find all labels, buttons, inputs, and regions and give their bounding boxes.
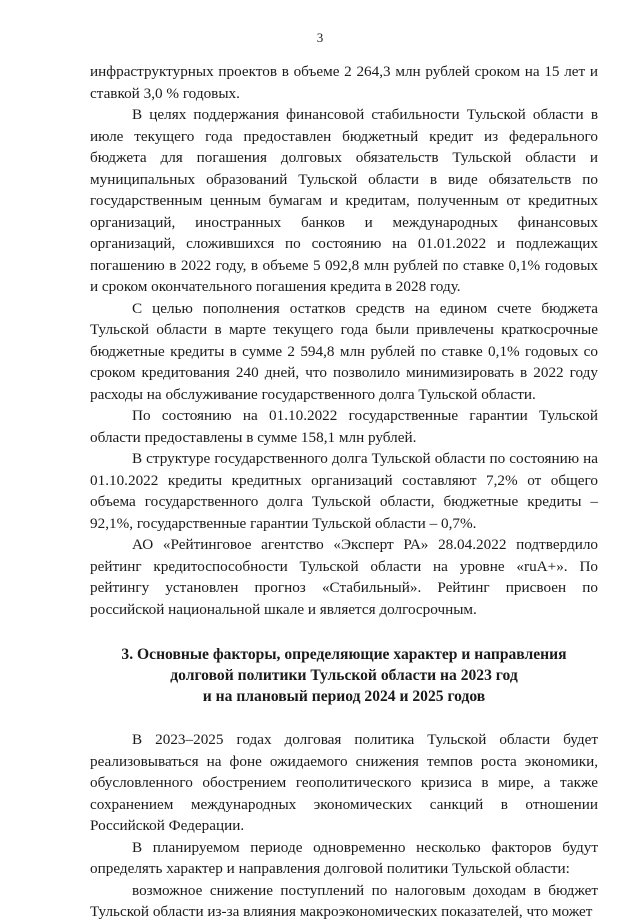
document-body: [90, 61, 598, 923]
section-heading-line: 3. Основные факторы, определяющие характер и направления: [121, 646, 567, 663]
section-heading: [90, 644, 598, 707]
page-number: 3: [316, 30, 324, 45]
paragraph: АО «Рейтинговое агентство «Эксперт РА» 28.04.2022 подтвердило рейтинг кредитоспособности Тульской области на уровне «ruA+». По рейтингу установлен прогноз «Стабильный». Рейтинг присвоен по российской национальной шкале и является долгосрочным.: [90, 536, 598, 618]
section-heading-line: долговой политики Тульской области на 2023 год: [170, 667, 518, 684]
paragraph: В планируемом периоде одновременно несколько факторов будут определять характер и направления долговой политики Тульской области:: [90, 838, 598, 877]
section-heading-line: и на плановый период 2024 и 2025 годов: [202, 688, 486, 705]
paragraph: В структуре государственного долга Тульской области по состоянию на 01.10.2022 кредиты кредитных организаций составляют 7,2% от общего объема государственного долга Тульской области, бюджетные кредиты – 92,1%, государственные гарантии Тульской области – 0,7%.: [90, 450, 598, 532]
paragraph: В целях поддержания финансовой стабильности Тульской области в июле текущего года предоставлен бюджетный кредит из федерального бюджета для погашения долговых обязательств Тульской области и муниципальных образований Тульской области в виде обязательств по государственным ценным бумагам и кредитам, полученным от кредитных организаций, иностранных банков и международных финансовых организаций, сложившихся по состоянию на 01.01.2022 и подлежащих погашению в 2022 году, в объеме 5 092,8 млн рублей по ставке 0,1% годовых и сроком окончательного погашения кредита в 2028 году.: [90, 106, 598, 295]
paragraph: возможное снижение поступлений по налоговым доходам в бюджет Тульской области из-за влияния макроэкономических показателей, что может: [90, 881, 598, 920]
paragraph: По состоянию на 01.10.2022 государственные гарантии Тульской области предоставлены в сумме 158,1 млн рублей.: [90, 407, 598, 446]
paragraph: С целью пополнения остатков средств на едином счете бюджета Тульской области в марте текущего года были привлечены краткосрочные бюджетные кредиты в сумме 2 594,8 млн рублей по ставке 0,1% годовых со сроком кредитования 240 дней, что позволило минимизировать в 2022 году расходы на обслуживание государственного долга Тульской области.: [90, 299, 598, 403]
paragraph: инфраструктурных проектов в объеме 2 264,3 млн рублей сроком на 15 лет и ставкой 3,0 % годовых.: [90, 63, 598, 102]
paragraph: В 2023–2025 годах долговая политика Тульской области будет реализовываться на фоне ожидаемого снижения темпов роста экономики, обусловленного обострением геополитического кризиса в мире, а также сохранением международных экономических санкций в отношении Российской Федерации.: [90, 731, 598, 834]
